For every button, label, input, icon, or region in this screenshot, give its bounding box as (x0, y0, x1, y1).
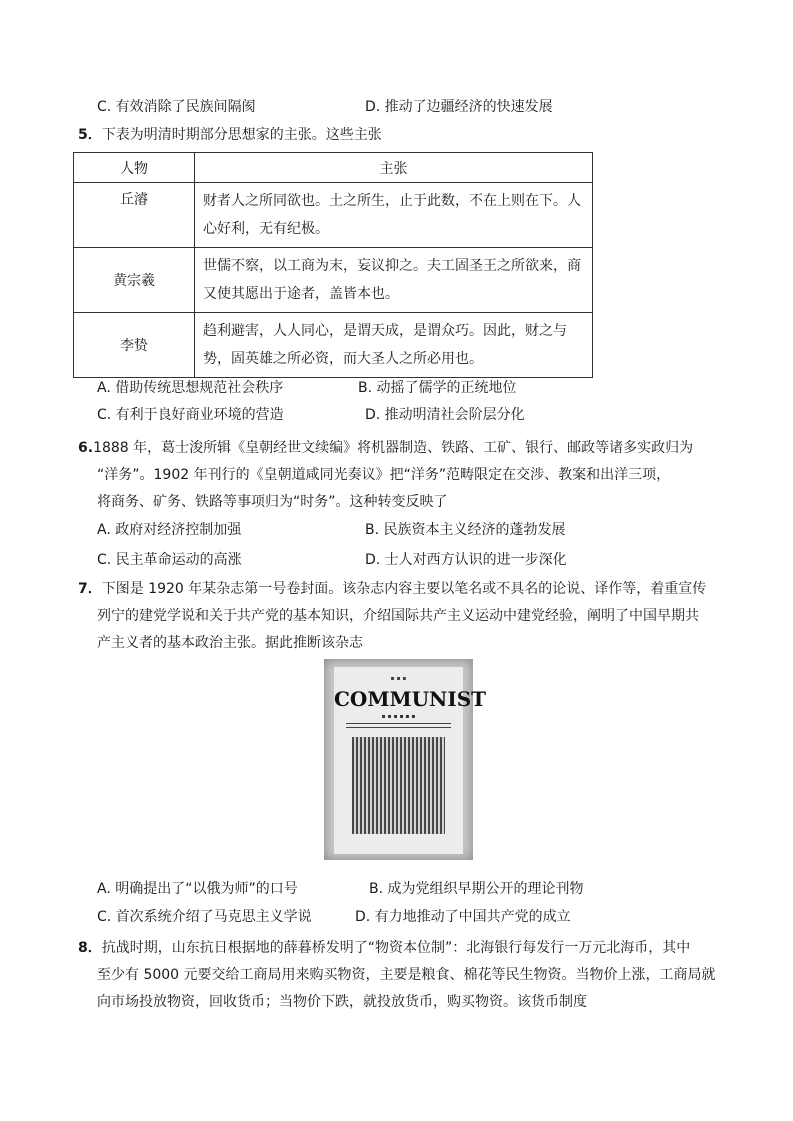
table-row (74, 313, 593, 378)
magazine-title: COMMUNIST (334, 687, 487, 711)
magazine-page (334, 667, 487, 854)
q8-text-line1: 抗战时期，山东抗日根据地的薛暮桥发明了“物资本位制”：北海银行每发行一万元北海币，其中 (101, 940, 691, 956)
q7-stem-line1 (78, 578, 706, 598)
magazine-divider (346, 727, 451, 728)
q5-option-b: B. 动摇了儒学的正统地位 (358, 380, 517, 396)
table-row (74, 248, 593, 313)
table-cell-claim: 世儒不察，以工商为末，妄议抑之。夫工固圣王之所欲来，商又使其愿出于途者，盖皆本也。 (195, 248, 593, 313)
table-header-person: 人物 (74, 153, 195, 183)
table-row (74, 183, 593, 248)
q7-number: 7． (78, 581, 102, 597)
q8-stem-line2: 至少有 5000 元要交给工商局用来购买物资，主要是粮食、棉花等民生物资。当物价上涨，工商局就 (97, 967, 716, 983)
q8-stem-line3: 向市场投放物资，回收货币；当物价下跌，就投放货币，购买物资。该货币制度 (97, 994, 587, 1010)
table-cell-person: 丘濬 (74, 183, 195, 248)
q5-number: 5． (78, 127, 102, 143)
q5-option-a: A. 借助传统思想规范社会秩序 (97, 380, 284, 396)
magazine-divider (346, 723, 451, 724)
q7-stem-line3: 产主义者的基本政治主张。据此推断该杂志 (97, 635, 363, 651)
q6-text-line1: 1888 年，葛士浚所辑《皇朝经世文续编》将机器制造、铁路、工矿、银行、邮政等诸多实政归为 (93, 440, 694, 456)
q6-option-c: C. 民主革命运动的高涨 (97, 552, 242, 568)
q6-stem-line3: 将商务、矿务、铁路等事项归为“时务”。这种转变反映了 (97, 494, 448, 510)
table-cell-person: 李贽 (74, 313, 195, 378)
q5-option-d: D. 推动明清社会阶层分化 (365, 407, 525, 423)
q7-text-line1: 下图是 1920 年某杂志第一号卷封面。该杂志内容主要以笔名或不具名的论说、译作等，着重宣传 (101, 581, 707, 597)
magazine-small-header: ▪ ▪ ▪ (390, 675, 407, 682)
q8-number: 8． (78, 940, 102, 956)
q6-stem-line1 (78, 437, 693, 457)
magazine-cover-image (324, 659, 487, 860)
table-header-claim: 主张 (195, 153, 593, 183)
q6-option-d: D. 士人对西方认识的进一步深化 (365, 552, 567, 568)
table-cell-claim: 趋利避害，人人同心，是谓天成，是谓众巧。因此，财之与势，固英雄之所必资，而大圣人之所必用也。 (195, 313, 593, 378)
q6-option-b: B. 民族资本主义经济的蓬勃发展 (365, 522, 566, 538)
q7-option-a: A. 明确提出了“以俄为师”的口号 (97, 881, 298, 897)
q7-option-d: D. 有力地推动了中国共产党的成立 (355, 909, 571, 925)
q6-number: 6. (78, 440, 94, 456)
q8-stem-line1 (78, 937, 690, 957)
q7-stem-line2: 列宁的建党学说和关于共产党的基本知识，介绍国际共产主义运动中建党经验，阐明了中国早期共 (97, 608, 699, 624)
table-cell-claim: 财者人之所同欲也。土之所生，止于此数，不在上则在下。人心好利，无有纪极。 (195, 183, 593, 248)
q7-option-c: C. 首次系统介绍了马克思主义学说 (97, 909, 312, 925)
q4-option-c: C. 有效消除了民族间隔阂 (97, 99, 256, 115)
q6-option-a: A. 政府对经济控制加强 (97, 522, 242, 538)
q5-thinkers-table (73, 152, 593, 378)
q7-option-b: B. 成为党组织早期公开的理论刊物 (369, 881, 584, 897)
q5-stem (78, 124, 382, 144)
table-cell-person: 黄宗羲 (74, 248, 195, 313)
magazine-subtitle-marks: ▪ ▪ ▪ ▪ ▪ ▪ (381, 713, 416, 720)
q5-stem-text: 下表为明清时期部分思想家的主张。这些主张 (101, 127, 382, 143)
q6-stem-line2: “洋务”。1902 年刊行的《皇朝道咸同光奏议》把“洋务”范畴限定在交涉、教案和出洋三项， (97, 467, 671, 483)
magazine-body-text (352, 737, 445, 834)
q4-option-d: D. 推动了边疆经济的快速发展 (365, 99, 553, 115)
q5-option-c: C. 有利于良好商业环境的营造 (97, 407, 284, 423)
